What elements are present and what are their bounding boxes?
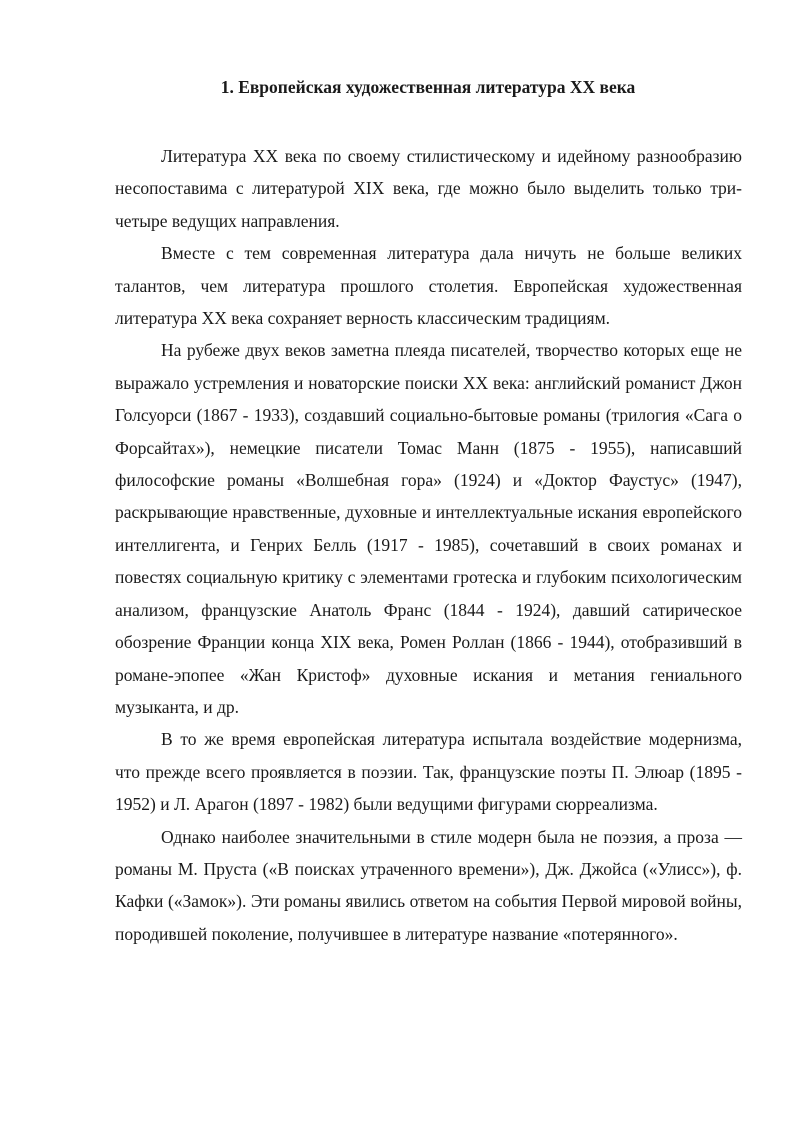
paragraph: В то же время европейская литература испытала воздействие модернизма, что прежде всего проявляется в поэзии. Так, французские поэты П. Элюар (1895 - 1952) и Л. Арагон (1897 - 1982) были ведущими фигурами сюрреализма. [115, 729, 742, 815]
body-text [115, 140, 742, 950]
paragraph: Литература XX века по своему стилистическому и идейному разнообразию несопоставима с литературой XIX века, где можно было выделить только три-четыре ведущих направления. [115, 146, 742, 231]
section-title: 1. Европейская художественная литература XX века [220, 77, 636, 97]
paragraph: Вместе с тем современная литература дала ничуть не больше великих талантов, чем литература прошлого столетия. Европейская художественная литература XX века сохраняет верность классическим традициям. [115, 243, 742, 329]
paragraph: Однако наиболее значительными в стиле модерн была не поэзия, а проза — романы М. Пруста («В поисках утраченного времени»), Дж. Джойса («Улисс»), ф. Кафки («Замок»). Эти романы явились ответом на события Первой мировой войны, породившей поколение, получившее в литературе название «потерянного». [115, 826, 742, 944]
paragraph: На рубеже двух веков заметна плеяда писателей, творчество которых еще не выражало устремления и новаторские поиски XX века: английский романист Джон Голсуорси (1867 - 1933), создавший социально-бытовые романы (трилогия «Сага о Форсайтах»), немецкие писатели Томас Манн (1875 - 1955), написавший философские романы «Волшебная гора» (1924) и «Доктор Фаустус» (1947), раскрывающие нравственные, духовные и интеллектуальные искания европейского интеллигента, и Генрих Белль (1917 - 1985), сочетавший в своих романах и повестях социальную критику с элементами гротеска и глубоким психологическим анализом, французские Анатоль Франс (1844 - 1924), давший сатирическое обозрение Франции конца XIX века, Ромен Роллан (1866 - 1944), отобразивший в романе-эпопее «Жан Кристоф» духовные искания и метания гениального музыканта, и др. [115, 340, 742, 717]
